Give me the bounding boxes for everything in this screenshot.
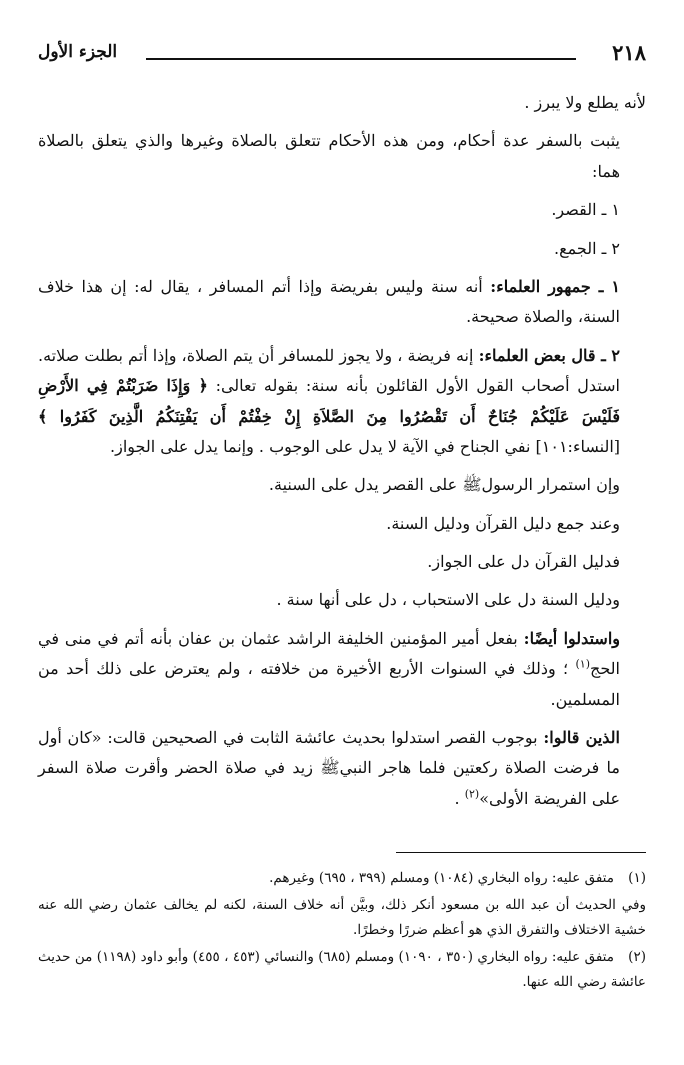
paragraph: ودليل السنة دل على الاستحباب ، دل على أنها سنة .: [276, 590, 620, 610]
header-rule: [146, 58, 576, 60]
paragraph-text: بوجوب القصر استدلوا بحديث عائشة الثابت في الصحيحين قالت: «كان أول ما فرضت الصلاة ركعتين فلما هاجر النبيﷺ زيد في صلاة الحضر وأقرت صلاة السفر على الفريضة الأولى»: [38, 728, 620, 808]
paragraph: فدليل القرآن دل على الجواز.: [427, 552, 620, 572]
page-body: [38, 88, 646, 822]
quran-verse: ﴿ وَإِذَا ضَرَبْتُمْ فِي الأَرْضِ فَلَيْسَ عَلَيْكُمْ جُنَاحٌ أَن تَقْصُرُوا مِنَ الصَّلاَةِ إِنْ خِفْتُمْ أَن يَفْتِنَكُمُ الَّذِينَ كَفَرُوا ﴾: [38, 376, 620, 426]
paragraph: لأنه يطلع ولا يبرز .: [524, 93, 646, 112]
paragraph: وعند جمع دليل القرآن ودليل السنة.: [386, 513, 620, 533]
page-number: ٢١٨: [612, 40, 646, 65]
paragraph-lead: واستدلوا أيضًا:: [523, 628, 620, 648]
paragraph: [38, 341, 646, 463]
paragraph-text: أنه سنة وليس بفريضة وإذا أتم المسافر ، يقال له: إن هذا خلاف السنة، والصلاة صحيحة.: [38, 276, 620, 327]
paragraph-text: [النساء:١٠١] نفي الجناح في الآية لا يدل على الوجوب . وإنما يدل على الجواز.: [110, 436, 620, 456]
paragraph-text: .: [454, 788, 465, 808]
paragraph: [38, 723, 646, 814]
paragraph: يثبت بالسفر عدة أحكام، ومن هذه الأحكام تتعلق بالصلاة وغيرها والذي يتعلق بالصلاة هما:: [38, 131, 620, 181]
footnote-text: متفق عليه: رواه البخاري (٣٥٠ ، ١٠٩٠) ومسلم (٦٨٥) والنسائي (٤٥٣ ، ٤٥٥) وأبو داود (١١٩٨) من حديث عائشة رضي الله عنها.: [38, 948, 646, 990]
paragraph-text: بفعل أمير المؤمنين الخليفة الراشد عثمان بن عفان بأنه أتم في منى في الحج: [38, 628, 620, 679]
paragraph: وإن استمرار الرسولﷺ على القصر يدل على السنية.: [268, 475, 620, 495]
footnote-number: (١): [628, 870, 646, 886]
footnote: [38, 866, 646, 891]
footnote: [38, 945, 646, 995]
running-title: الجزء الأول: [38, 42, 118, 62]
list-item: ١ ـ القصر.: [551, 200, 620, 220]
paragraph-text: ؛ وذلك في السنوات الأربع الأخيرة من خلافته ، ولم يعترض على ذلك أحد من المسلمين.: [38, 659, 620, 709]
list-item: ٢ ـ الجمع.: [554, 238, 620, 258]
page-header: [38, 40, 646, 70]
footnote-text: متفق عليه: رواه البخاري (١٠٨٤) ومسلم (٣٩٩ ، ٦٩٥) وغيرهم.: [269, 870, 614, 886]
footnote-continuation: وفي الحديث أن عبد الله بن مسعود أنكر ذلك، وبيَّن أنه خلاف السنة، لكنه لم يخالف عثمان رضي الله عنه خشية الاختلاف والتفرق الذي هو أعظم ضررًا وخطرًا.: [38, 896, 646, 938]
paragraph-text: إنه فريضة ، ولا يجوز للمسافر أن يتم الصلاة، وإذا أتم بطلت صلاته. استدل أصحاب القول الأول القائلون بأنه سنة: بقوله تعالى:: [38, 345, 620, 396]
paragraph-lead: ١ ـ جمهور العلماء:: [490, 276, 621, 296]
paragraph-lead: ٢ ـ قال بعض العلماء:: [478, 345, 620, 365]
footnote-number: (٢): [628, 948, 646, 965]
paragraph: [38, 624, 646, 715]
paragraph: [38, 272, 646, 333]
footnote-ref[interactable]: (٢): [464, 787, 480, 801]
footnotes: [38, 866, 646, 997]
footnote-ref[interactable]: (١): [575, 657, 591, 671]
paragraph-lead: الذين قالوا:: [543, 728, 620, 748]
footnote-rule: [396, 852, 646, 853]
